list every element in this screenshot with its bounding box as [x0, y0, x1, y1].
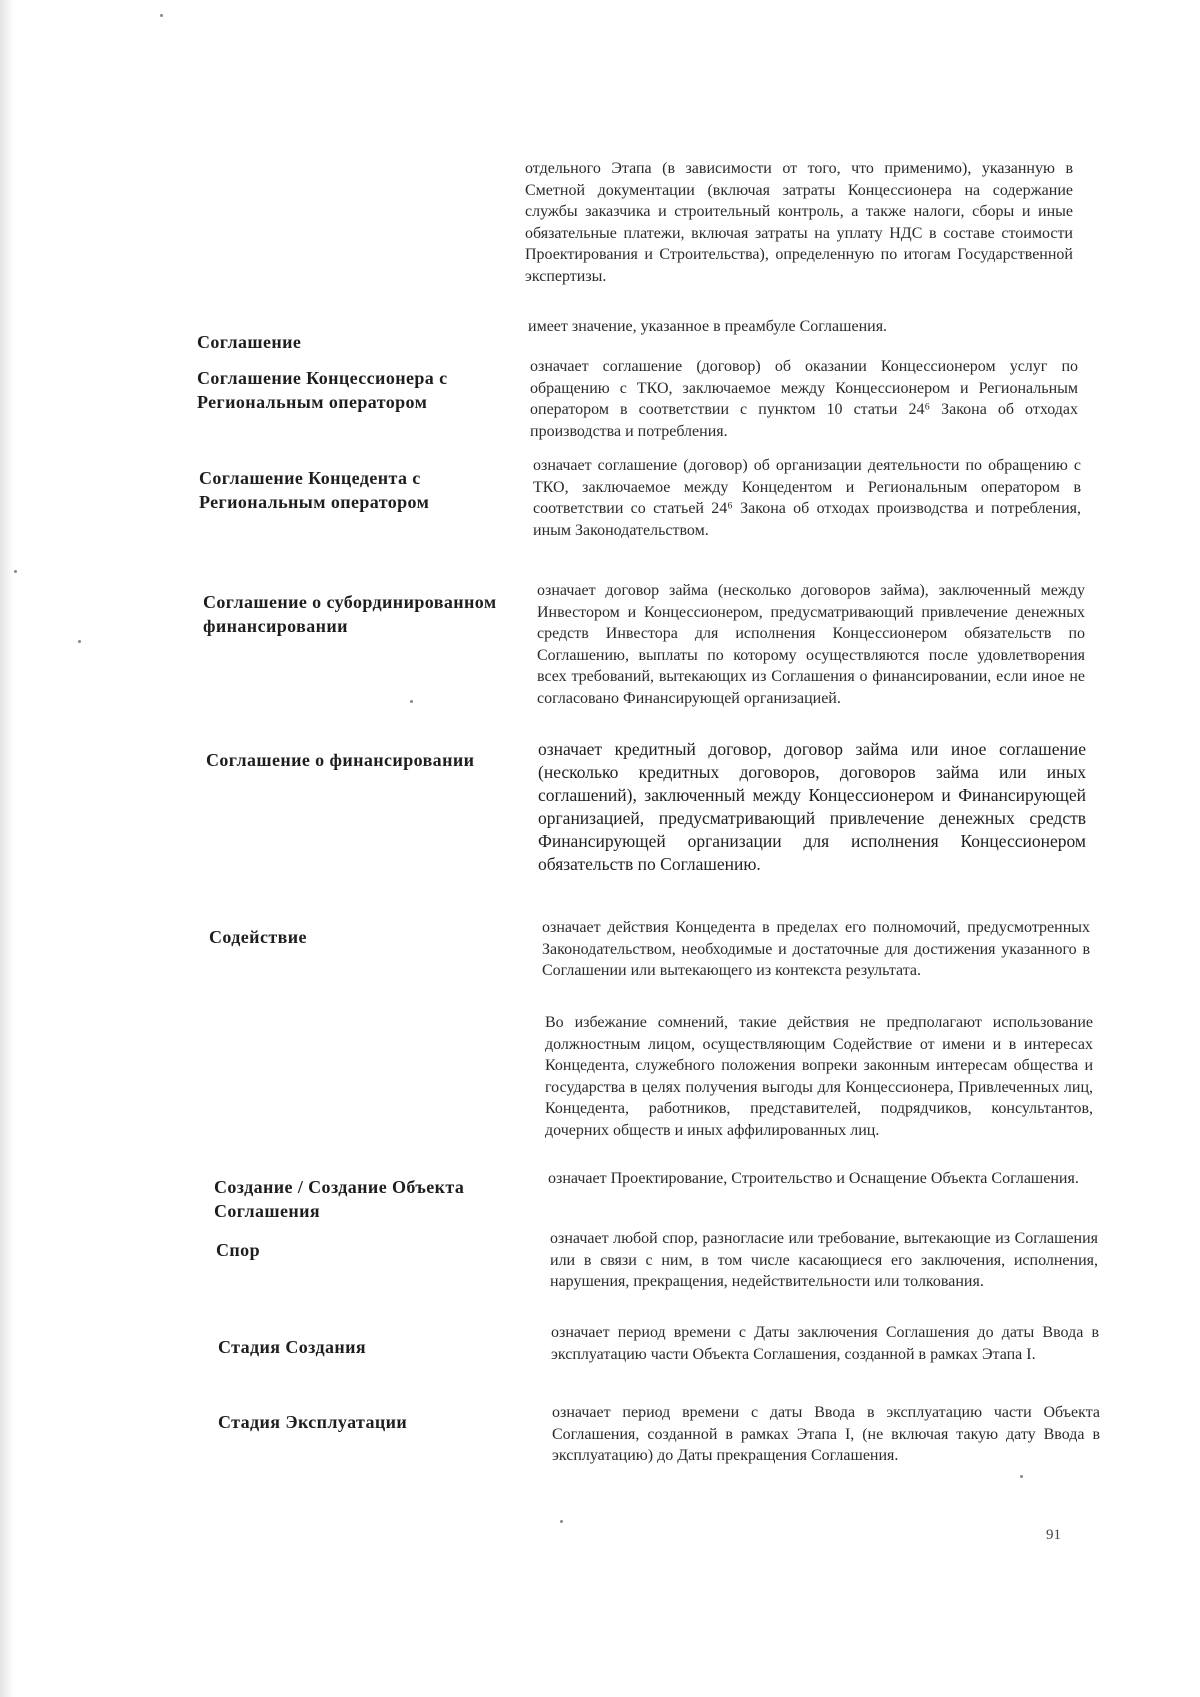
def-stadiya-ekspluatacii: означает период времени с даты Ввода в эксплуатацию части Объекта Соглашения, созданной в рамках Этапа I, (не включая такую дату Ввода в эксплуатацию) до Даты прекращения Соглашения. — [552, 1404, 1100, 1464]
def-sozdanie: означает Проектирование, Строительство и Оснащение Объекта Соглашения. — [548, 1170, 1079, 1187]
term-sodeystvie: Содействие — [209, 927, 307, 947]
scan-edge-shadow — [0, 0, 14, 1697]
term-spor: Спор — [216, 1240, 260, 1260]
def-soglashenie: имеет значение, указанное в преамбуле Соглашения. — [528, 318, 888, 335]
def-soglashenie-koncedenta: означает соглашение (договор) об организации деятельности по обращению с ТКО, заключаемое между Концедентом и Региональным оператором в соответствии со статьей 24⁶ Закона об отходах производства и потребления, иным Законодательством. — [533, 457, 1081, 539]
def-sodeystvie: означает действия Концедента в пределах его полномочий, предусмотренных Законодательством, необходимые и достаточные для достижения указанного в Соглашении или вытекающего из контекста результата. — [542, 919, 1090, 979]
term-stadiya-ekspluatacii: Стадия Эксплуатации — [218, 1412, 408, 1432]
scan-speck — [160, 14, 163, 17]
def-spor: означает любой спор, разногласие или требование, вытекающие из Соглашения или в связи с ним, в том числе касающиеся его заключения, исполнения, нарушения, прекращения, недействительности или толкования. — [550, 1230, 1098, 1290]
page-number: 91 — [1046, 1527, 1061, 1543]
term-soglashenie-koncedenta: Соглашение Концедента с Региональным оператором — [199, 468, 430, 512]
term-stadiya-sozdaniya: Стадия Создания — [218, 1337, 367, 1357]
scan-speck — [410, 700, 413, 703]
scan-speck — [78, 640, 81, 643]
term-sozdanie: Создание / Создание Объекта Соглашения — [214, 1177, 465, 1221]
intro-definition: отдельного Этапа (в зависимости от того, что применимо), указанную в Сметной документации (включая затраты Концессионера на содержание службы заказчика и строительный контроль, а также налоги, сборы и иные обязательные платежи, включая затраты на уплату НДС в составе стоимости Проектирования и Строительства), определенную по итогам Государственной экспертизы. — [525, 160, 1073, 285]
def-financing-agreement: означает кредитный договор, договор займа или иное соглашение (несколько кредитных договоров, договоров займа или иных соглашений), заключенный между Концессионером и Финансирующей организацией, предусматривающий привлечение денежных средств Финансирующей организации для исполнения Концессионером обязательств по Соглашению. — [538, 739, 1086, 874]
def-sodeystvie-note: Во избежание сомнений, такие действия не предполагают использование должностным лицом, осуществляющим Содействие от имени и в интересах Концедента, служебного положения вопреки законным интересам общества и государства в целях получения выгоды для Концессионера, Привлеченных лиц, Концедента, работников, представителей, подрядчиков, консультантов, дочерних обществ и иных аффилированных лиц. — [545, 1014, 1093, 1139]
term-subordinated-financing: Соглашение о субординированном финансировании — [203, 592, 497, 636]
scan-speck — [560, 1520, 563, 1523]
scan-speck — [14, 570, 17, 573]
term-soglashenie-koncessionera: Соглашение Концессионера с Региональным оператором — [197, 368, 448, 412]
term-soglashenie: Соглашение — [197, 332, 302, 352]
def-stadiya-sozdaniya: означает период времени с Даты заключения Соглашения до даты Ввода в эксплуатацию части Объекта Соглашения, созданной в рамках Этапа I. — [551, 1324, 1099, 1363]
def-subordinated-financing: означает договор займа (несколько договоров займа), заключенный между Инвестором и Концессионером, предусматривающий привлечение денежных средств Инвестора для исполнения Концессионером обязательств по Соглашению, выплаты по которому осуществляются после удовлетворения всех требований, вытекающих из Соглашения о финансировании, если иное не согласовано Финансирующей организацией. — [537, 582, 1085, 707]
term-financing-agreement: Соглашение о финансировании — [206, 750, 475, 770]
def-soglashenie-koncessionera: означает соглашение (договор) об оказании Концессионером услуг по обращению с ТКО, заключаемое между Концессионером и Региональным оператором в соответствии с пунктом 10 статьи 24⁶ Закона об отходах производства и потребления. — [530, 358, 1078, 440]
scan-speck — [1020, 1475, 1023, 1478]
